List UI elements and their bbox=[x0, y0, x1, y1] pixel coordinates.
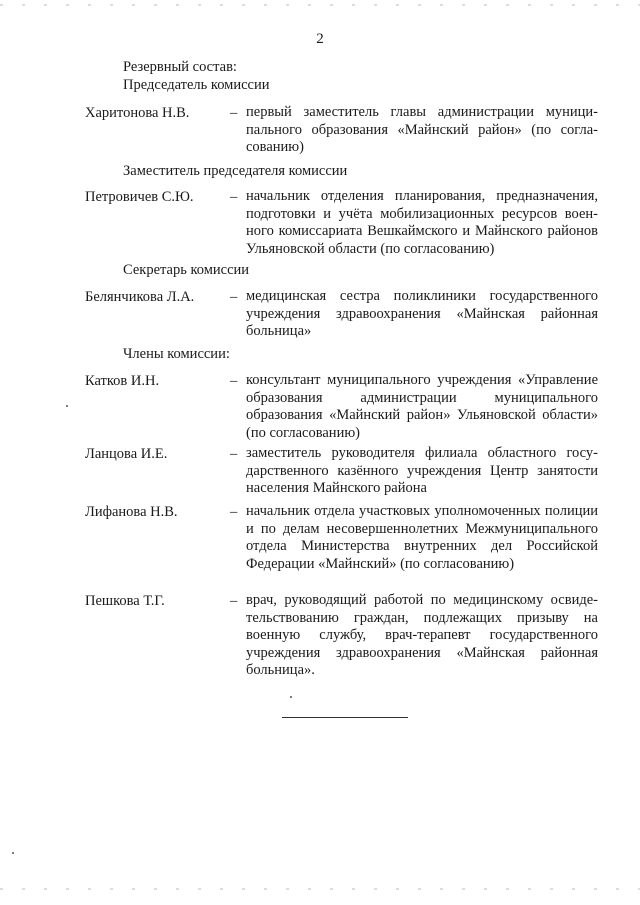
entry-description: начальник отдела участковых уполномоченных полиции и по делам несовершеннолетних Межмуниципального отдела Министерства внутренних дел Российской Федерации «Майнский» (по согласованию) bbox=[246, 503, 598, 572]
entry-dash: – bbox=[230, 289, 238, 305]
scan-speck bbox=[12, 852, 14, 854]
entry-name: Ланцова И.Е. bbox=[85, 446, 168, 462]
scan-speck bbox=[290, 696, 292, 698]
entry-dash: – bbox=[230, 593, 238, 609]
entry-description: начальник отделения планирования, предназначения, подготовки и учёта мобилизационных ресурсов военного комиссариата Вешкаймского и Майнского районов Ульяновской области (по согласованию) bbox=[246, 188, 598, 257]
entry-name: Пешкова Т.Г. bbox=[85, 593, 165, 609]
entry-name: Петровичев С.Ю. bbox=[85, 189, 194, 205]
reserve-heading: Резервный состав: bbox=[123, 59, 237, 75]
scan-speck bbox=[66, 405, 68, 407]
scan-edge-top bbox=[0, 4, 640, 6]
entry-description: консультант муниципального учреждения «Управление образования администрации муниципального образования «Майнский район» Ульяновской области» (по согласованию) bbox=[246, 372, 598, 441]
entry-dash: – bbox=[230, 504, 238, 520]
section-secretary: Секретарь комиссии bbox=[123, 262, 250, 278]
closing-line bbox=[282, 717, 408, 718]
entry-description: первый заместитель главы администрации муниципального образования «Майнский район» (по согласованию) bbox=[246, 104, 598, 155]
entry-description: врач, руководящий работой по медицинскому освидетельствованию граждан, подлежащих призыву на военную службу, врач-терапевт государственного учреждения здравоохранения «Майнская районная больница». bbox=[246, 592, 598, 678]
entry-description: заместитель руководителя филиала областного государственного казённого учреждения Центр занятости населения Майнского района bbox=[246, 445, 598, 496]
entry-dash: – bbox=[230, 373, 238, 389]
section-members: Члены комиссии: bbox=[123, 346, 230, 362]
entry-name: Белянчикова Л.А. bbox=[85, 289, 195, 305]
section-deputy: Заместитель председателя комиссии bbox=[123, 163, 348, 179]
entry-name: Катков И.Н. bbox=[85, 373, 160, 389]
entry-description: медицинская сестра поликлиники государственного учреждения здравоохранения «Майнская районная больница» bbox=[246, 288, 598, 339]
entry-dash: – bbox=[230, 105, 238, 121]
entry-name: Лифанова Н.В. bbox=[85, 504, 178, 520]
entry-name: Харитонова Н.В. bbox=[85, 105, 190, 121]
entry-dash: – bbox=[230, 446, 238, 462]
page-number: 2 bbox=[316, 31, 324, 47]
scan-edge-bottom bbox=[0, 888, 640, 890]
entry-dash: – bbox=[230, 189, 238, 205]
section-chairman: Председатель комиссии bbox=[123, 77, 270, 93]
